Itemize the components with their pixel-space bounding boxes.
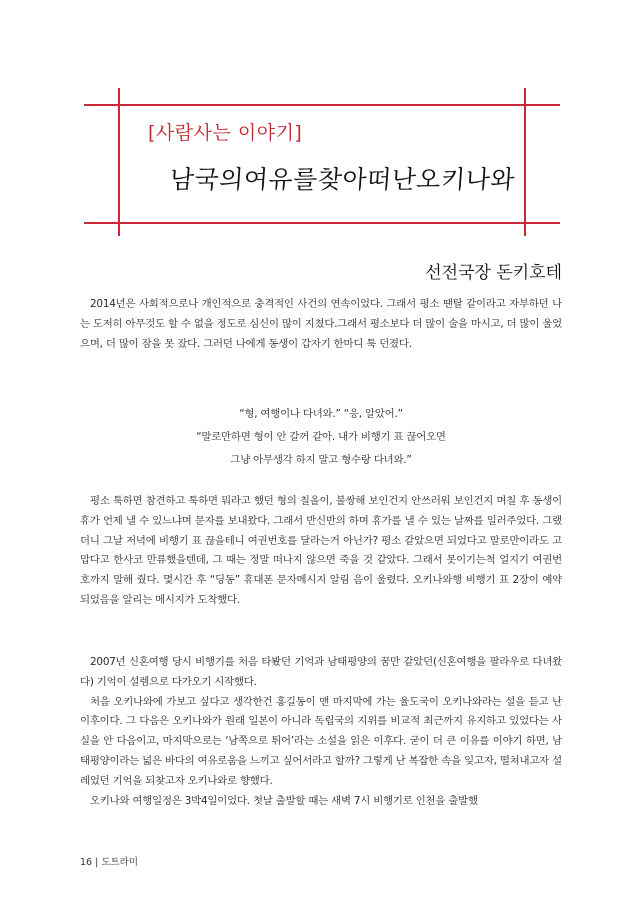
frame-left-line	[118, 88, 120, 236]
frame-right-line	[524, 88, 526, 236]
section-tag: [사람사는 이야기]	[148, 122, 303, 144]
frame-top-line	[84, 104, 560, 106]
dialogue-quote	[80, 404, 562, 470]
paragraph: 2014년은 사회적으로나 개인적으로 충격적인 사건의 연속이었다. 그래서 평소 땐탈 같이라고 자부하던 나는 도저히 아무것도 할 수 없을 정도로 심신이 많이 지쳤다.그래서 평소보다 더 많이 술을 마시고, 더 많이 울었으며, 더 많이 잠을 못 잤다. 그러던 나에게 동생이 갑자기 한마디 툭 던졌다.	[80, 298, 562, 350]
quote-line: “형, 여행이나 다녀와.” “응, 알았어.”	[239, 408, 403, 420]
body-section-1	[80, 295, 562, 354]
page-footer: 16 | 도트라미	[80, 857, 139, 868]
quote-line: “말로만하면 형이 안 갈꺼 같아. 내가 비행기 표 끊어오면	[196, 431, 446, 443]
paragraph: 처음 오키나와에 가보고 싶다고 생각한건 홍길동이 맨 마지막에 가는 율도국이 오키나와라는 설을 듣고 난 이후이다. 그 다음은 오키나와가 원래 일본이 아니라 독립국의 지위를 비교적 최근까지 유지하고 있었다는 사실을 안 다음이고, 마지막으로는 ‘남쪽으로 튀어’라는 소설을 읽은 이후다. 굳이 더 큰 이유를 이야기 하면, 남태평양이라는 넓은 바다의 여유로움을 느끼고 싶어서라고 할까? 그렇게 난 복잡한 속을 잊고자, 떨쳐내고자 설레었던 기억을 되찾고자 오키나와로 향했다.	[80, 695, 562, 787]
author-byline: 선전국장 돈키호테	[425, 263, 562, 283]
paragraph: 2007년 신혼여행 당시 비행기를 처음 타봤던 기억과 남태평양의 꿈만 같았던(신혼여행을 팔라우로 다녀왔다) 기억이 설렘으로 다가오기 시작했다.	[80, 656, 562, 688]
body-section-3	[80, 653, 562, 811]
body-section-2	[80, 492, 562, 611]
paragraph: 평소 툭하면 참견하고 툭하면 뭐라고 했던 형의 칠올이, 불쌍해 보인건지 안쓰러워 보인건지 며칠 후 동생이 휴가 언제 낼 수 있느냐며 문자를 보내왔다. 그래서 반신반의 하며 휴가를 낼 수 있는 날짜를 일러주었다. 그랬더니 그날 저녁에 비행기 표 끊을테니 여권번호를 달라는거 아닌가? 평소 같았으면 되었다고 말로만이라도 고맙다고 한사코 만류했을텐데, 그 때는 정말 떠나지 않으면 죽을 것 같았다. 그래서 못이기는척 얼지기 여권번호까지 말해 줬다. 몇시간 후 “딩동” 휴대폰 문자메시지 알림 음이 울렸다. 오키나와행 비행기 표 2장이 예약되었음을 알리는 메시지가 도착했다.	[80, 495, 562, 606]
frame-bottom-line	[84, 222, 560, 224]
quote-line: 그냥 아무생각 하지 말고 형수랑 다녀와.”	[230, 454, 412, 466]
paragraph: 오키나와 여행일정은 3박4일이었다. 첫날 출발할 때는 새벽 7시 비행기로 인천을 출발했	[90, 794, 478, 807]
article-title: 남국의여유를찾아떠난오키나와	[168, 165, 517, 194]
